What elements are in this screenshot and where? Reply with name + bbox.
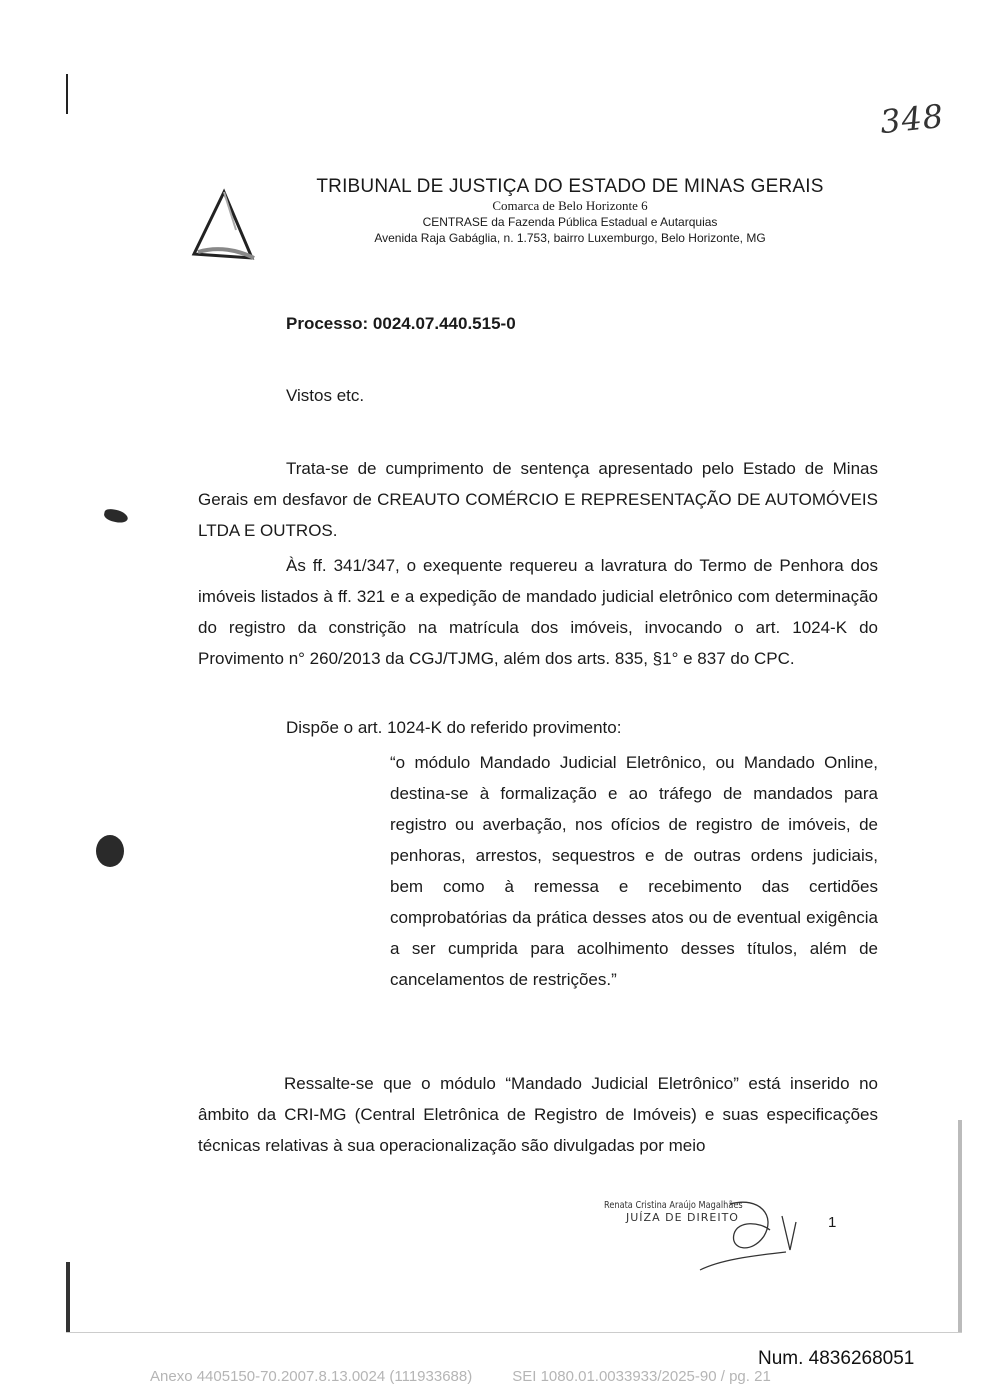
scan-edge [66,1262,70,1332]
footer-anexo: Anexo 4405150-70.2007.8.13.0024 (111933688) [150,1368,473,1385]
scan-edge [66,74,68,114]
court-header [290,176,850,246]
vara-line: CENTRASE da Fazenda Pública Estadual e Autarquias [422,215,718,229]
tribunal-logo-icon [188,188,260,260]
comarca-line: Comarca de Belo Horizonte 6 [492,198,648,213]
scan-edge [958,1120,962,1332]
judge-name: Renata Cristina Araújo Magalhães [604,1200,743,1211]
handwritten-signature [690,1196,810,1276]
quoted-provision: “o módulo Mandado Judicial Eletrônico, ou Mandado Online, destina-se à formalização e ao tráfego de mandados para registro ou averbação, nos ofícios de registro de imóveis, de penhoras, arrestos, sequestros e de outras ordens judiciais, bem como à remessa e recebimento das certidões comprobatórias da prática desses atos ou de eventual exigência a ser cumprida para acolhimento desses títulos, além de cancelamentos de restrições.” [390,753,878,989]
paragraph-1-text: Trata-se de cumprimento de sentença apresentado pelo Estado de Minas Gerais em desfavor de CREAUTO COMÉRCIO E REPRESENTAÇÃO DE AUTOMÓVEIS LTDA E OUTROS. [198,459,878,540]
document-number: Num. 4836268051 [758,1348,915,1369]
paragraph-2 [198,550,878,674]
paragraph-4 [198,1068,878,1161]
court-title: TRIBUNAL DE JUSTIÇA DO ESTADO DE MINAS GERAIS [316,176,824,197]
handwritten-page-mark: 348 [878,96,946,142]
paragraph-1 [198,453,878,546]
footer-stamp [150,1368,771,1385]
judge-role: JUÍZA DE DIREITO [626,1211,739,1224]
process-number: Processo: 0024.07.440.515-0 [286,314,516,333]
page-number: 1 [828,1214,837,1231]
vistos-heading: Vistos etc. [286,386,365,405]
address-line: Avenida Raja Gabáglia, n. 1.753, bairro Luxemburgo, Belo Horizonte, MG [374,231,766,245]
scan-edge [66,1332,962,1333]
paragraph-2-text: Às ff. 341/347, o exequente requereu a lavratura do Termo de Penhora dos imóveis listados à ff. 321 e a expedição de mandado judicial eletrônico com determinação do registro da constrição na matrícula dos imóveis, invocando o art. 1024-K do Provimento n° 260/2013 da CGJ/TJMG, além dos arts. 835, §1° e 837 do CPC. [198,556,878,668]
footer-sei: SEI 1080.01.0033933/2025-90 / pg. 21 [512,1368,771,1385]
paragraph-3: Dispõe o art. 1024-K do referido provimento: [286,718,622,737]
paragraph-4-text: Ressalte-se que o módulo “Mandado Judicial Eletrônico” está inserido no âmbito da CRI-MG (Central Eletrônica de Registro de Imóveis) e suas especificações técnicas relativas à sua operacionalização são divulgadas por meio [198,1074,878,1155]
punch-hole-mark [96,835,124,867]
